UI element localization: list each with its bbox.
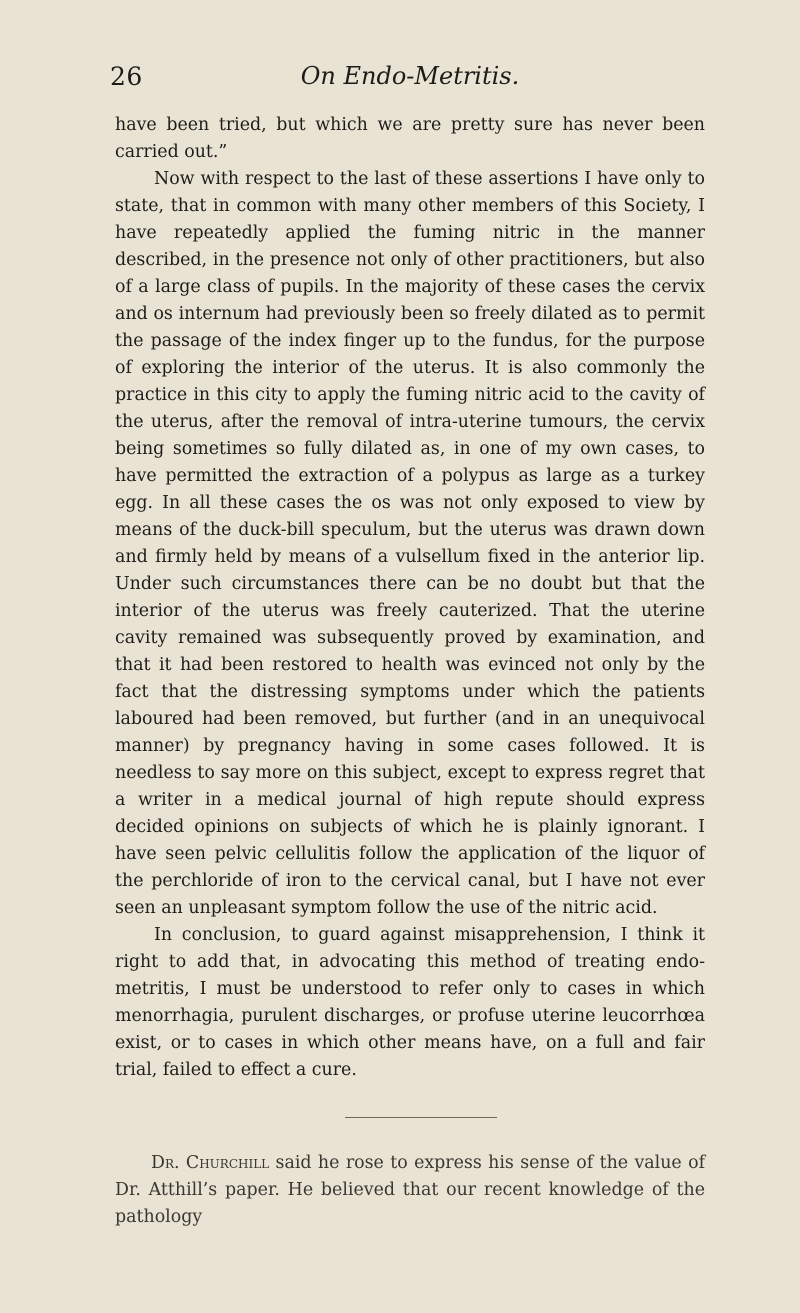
paragraph-assertions: Now with respect to the last of these assertions I have only to state, that in common with many other members of this Society, I have repeatedly applied the fuming nitric in the manner described, in the presence not only of other practitioners, but also of a large class of pupils. In the majority of these cases the cervix and os internum had previously been so freely dilated as to permit the passage of the index finger up to the fundus, for the purpose of exploring the interior of the uterus. It is also commonly the practice in this city to apply the fuming nitric acid to the cavity of the uterus, after the removal of intra-uterine tumours, the cervix being sometimes so fully dilated as, in one of my own cases, to have permitted the extraction of a polypus as large as a turkey egg. In all these cases the os was not only exposed to view by means of the duck-bill speculum, but the uterus was drawn down and firmly held by means of a vulsellum fixed in the anterior lip. Under such circumstances there can be no doubt but that the interior of the uterus was freely cauterized. That the uterine cavity remained was subsequently proved by examination, and that it had been restored to health was evinced not only by the fact that the distressing symptoms under which the patients laboured had been removed, but further (and in an unequivocal manner) by pregnancy having in some cases followed. It is needless to say more on this subject, except to express regret that a writer in a medical journal of high repute should express decided opinions on subjects of which he is plainly ignorant. I have seen pelvic cellulitis follow the application of the liquor of the perchloride of iron to the cervical canal, but I have not ever seen an unpleasant symptom follow the use of the nitric acid. [115,169,705,918]
paragraph-conclusion: In conclusion, to guard against misapprehension, I think it right to add that, in advocating this method of treating endo-metritis, I must be understood to refer only to cases in which menorrhagia, purulent discharges, or profuse uterine leucorrhœa exist, or to cases in which other means have, on a full and fair trial, failed to effect a cure. [115,925,705,1080]
running-title: On Endo-Metritis. [300,62,520,90]
speaker-name: Dr. Churchill [151,1153,270,1173]
page-number: 26 [110,62,143,91]
discussion-text [115,1150,705,1231]
discussion-paragraph [115,1150,705,1231]
section-divider [345,1117,497,1118]
running-head [110,62,710,102]
discussion-body: said he rose to express his sense of the value of Dr. Atthill’s paper. He believed that our recent knowledge of the pathology [115,1153,706,1227]
paragraph-continued: have been tried, but which we are pretty sure has never been carried out.” [115,115,705,162]
body-text [115,112,705,1084]
